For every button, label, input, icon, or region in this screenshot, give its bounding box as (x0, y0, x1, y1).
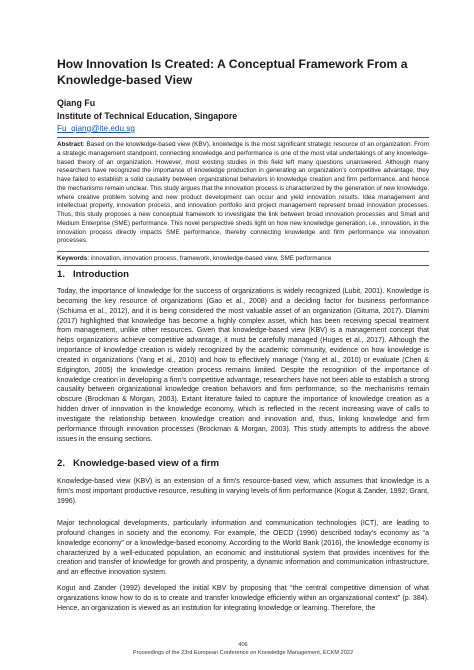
section-1-paragraph: Today, the importance of knowledge for the success of organizations is widely recognized (Lubit, 2001). Knowledge is becoming the key resource of organizations (Gao et al., 2008) and a deciding factor for business performance (Schiuma et al., 2012), and it is being considered the most valuable asset of an organization (Gituma, 2017). Dlamini (2017) highlighted that knowledge has become a highly complex asset, which has been receiving special treatment from management, unlike other resources. Given that knowledge-based view (KBV) is a management concept that helps organizations achieve competitive advantage, it must be carefully managed (Huges et al., 2017). Although the importance of knowledge creation is widely recognized by the academic community, evidence on how knowledge is created in organizations (Yang et al., 2010) and how to effectively manage (Yang et al., 2010) or evaluate (Chen & Edgington, 2005) the knowledge creation process remains limited. Despite the recognition of the importance of knowledge creation in developing a firm’s competitive advantage, researchers have not been able to establish a strong causality between organizational knowledge creation behaviors and firm performance, so the mechanisms remain obscure (Brockman & Morgan, 2003). Extant literature failed to capture the importance of knowledge creation as a hidden driver of innovation in the knowledge economy, which is reflected in the recent increasing wave of calls to investigate the relationship between knowledge creation and innovation and, thus, linking knowledge and firm performance through innovation processes (Brockman & Morgan, 2003). This study attempts to address the above issues in the ensuing sections. (57, 288, 429, 443)
divider-abstract (57, 251, 429, 252)
paper-title: How Innovation Is Created: A Conceptual Framework From a Knowledge-based View (57, 57, 408, 87)
author-block (57, 97, 429, 136)
section-1-number: 1. (57, 269, 66, 280)
abstract-label: Abstract (57, 141, 83, 148)
keywords (57, 255, 429, 264)
author-email-link[interactable]: Fu_qiang@ite.edu.sg (57, 124, 135, 133)
proceedings-citation: Proceedings of the 23rd European Conference on Knowledge Management, ECKM 2022 (132, 649, 354, 656)
author-affiliation: Institute of Technical Education, Singapore (57, 110, 238, 121)
abstract (57, 141, 429, 246)
section-1-title: Introduction (73, 269, 129, 280)
section-2-paragraph-2: Major technological developments, particularly information and communication technologies (ICT), are leading to profound changes in society and the economy. For example, the OECD (1996) described today’s economy as “a knowledge economy” or a knowledge-based economy. According to the World Bank (2016), the knowledge economy is characterized by a well-educated population, an economic and institutional system that provides incentives for the creation and transfer of knowledge for growth and prosperity, a dynamic information and communication infrastructure, and an effective innovation system. (57, 520, 429, 577)
divider-top (57, 137, 429, 138)
section-2-paragraph-1: Knowledge-based view (KBV) is an extension of a firm’s resource-based view, which assumes that knowledge is a firm’s most important productive resource, resulting in varying levels of firm performance (Kogut & Zander, 1992; Grant, 1996). (57, 478, 429, 505)
section-2-heading (57, 458, 219, 469)
divider-keywords (57, 265, 429, 266)
author-name: Qiang Fu (57, 98, 96, 108)
keywords-text: : innovation, innovation process, framework, knowledge-based view, SME performance (87, 255, 332, 262)
section-1-heading (57, 269, 129, 280)
keywords-label: Keywords (57, 255, 88, 262)
abstract-text: : Based on the knowledge-based view (KBV), knowledge is the most significant strategic resource of an organization. From a strategic management standpoint, connecting knowledge and performance is one of the most vital undertakings of any knowledge-based theory of an organization. However, most existing studies in this field left many questions unanswered. Although many researchers have recognized the importance of knowledge production in generating an organization’s competitive advantage, they have failed to establish a solid causality between organizational behaviors in knowledge creation and firm performance, and hence the mechanisms remain unclear. This study argues that the innovation process is characterized by the generation of new knowledge, where creative problem solving and new product development can occur and yield innovation results. Idea management and intellectual property, innovation process, and innovation portfolio and project management represent broad innovation processes. Thus, this study proposes a new conceptual framework to investigate the link between broad innovation processes and Small and Medium Enterprise (SME) performance. This novel perspective sheds light on how new knowledge generation, i.e., innovation, in the innovation process directly impacts SME performance, thereby connecting knowledge and firm performance via innovation processes. (57, 141, 429, 245)
page-footer (57, 642, 429, 657)
section-2-number: 2. (57, 458, 66, 469)
section-2-title: Knowledge-based view of a firm (73, 458, 220, 469)
section-2-paragraph-3: Kogut and Zander (1992) developed the initial KBV by proposing that “the central competitive dimension of what organizations know how to do is to create and transfer knowledge efficiently within an organizational context” (p. 384). Hence, an organization is viewed as an institution for integrating knowledge or learning. Therefore, the (57, 585, 429, 612)
page-number: 406 (238, 642, 248, 648)
